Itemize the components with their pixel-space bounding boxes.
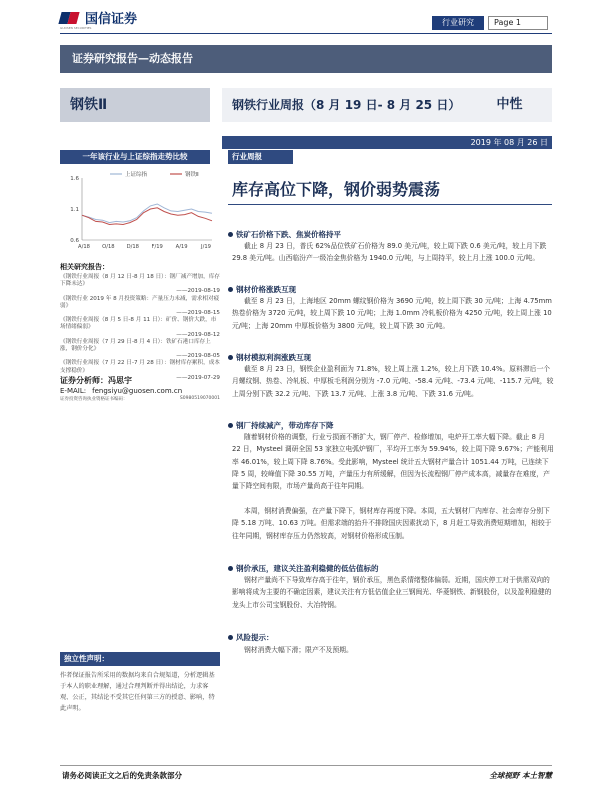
legend-label: 钢铁Ⅱ bbox=[185, 172, 199, 178]
footer-slogan: 全球视野 本土智慧 bbox=[489, 771, 552, 780]
section-heading: 钢厂持续减产，带动库存下降 bbox=[228, 420, 334, 431]
related-reports-list bbox=[60, 274, 220, 382]
section-body: 随着钢材价格的调整，行业亏损面不断扩大，钢厂停产、检修增加，电炉开工率大幅下降。截止 8 月 22 日，Mysteel 调研全国 53 家独立电弧炉钢厂，平均开工率为 59.94%，较上周下降 9.67%；产能利用率 46.01%，较上周下降 8.76%。受此影响，Mysteel 统计五大钢材产量合计 1051.44 万吨，已连续下降 5 周，较峰值下降 30.55 万吨，产量压力有所缓解，但因为长流程钢厂停产成本高，减量存在难度，产量下降空间有限，市场产量尚高于往年同期。 bbox=[232, 433, 554, 491]
related-report-title: 《钢铁行业 2019 年 8 月投资策略：产量压力未减，需求相对疲弱》 bbox=[60, 295, 220, 309]
bullet-icon bbox=[228, 566, 233, 571]
section-body: 本周，钢材消费偏强，在产量下降下，钢材库存再度下降。本周，五大钢材厂内库存、社会库存分别下降 5.18 万吨、10.63 万吨。但需求端的抬升不排除国庆因素扰动下，8 月赶工导致消费短期增加，相较于往年同期，钢材库存压力仍然较高，对钢材价格形成压制。 bbox=[232, 507, 552, 540]
cert-number: S0980519070001 bbox=[179, 396, 220, 401]
report-type-tag: 行业研究 bbox=[432, 16, 484, 30]
y-tick-label: 0.6 bbox=[70, 238, 79, 244]
related-report-item[interactable] bbox=[60, 317, 220, 339]
x-tick-label: O/18 bbox=[102, 244, 115, 250]
logo-icon bbox=[60, 10, 80, 26]
header-divider bbox=[60, 33, 552, 34]
chart-heading: 一年该行业与上证综指走势比较 bbox=[60, 150, 210, 164]
section-heading: 铁矿石价格下跌、焦炭价格持平 bbox=[228, 229, 341, 240]
analyst-name: 证券分析师：冯思宇 bbox=[60, 376, 132, 385]
page-number: Page 1 bbox=[488, 16, 548, 30]
section-body: 截止 8 月 23 日，普氏 62%品位铁矿石价格为 89.0 美元/吨，较上周下跌 0.6 美元/吨，较上月下跌 29.8 美元/吨。山西临汾产一级冶金焦价格为 1940.0 元/吨，与上周持平，较上月上涨 100.0 元/吨。 bbox=[232, 242, 547, 263]
related-report-item[interactable] bbox=[60, 274, 220, 296]
analyst-email-row bbox=[60, 387, 182, 395]
bullet-icon bbox=[228, 423, 233, 428]
section-body: 截至 8 月 23 日，上海地区 20mm 螺纹钢价格为 3690 元/吨，较上周下跌 30 元/吨；上海 4.75mm 热卷价格为 3720 元/吨，较上周下跌 10 元/吨；上海 1.0mm 冷轧板价格为 4250 元/吨，较上周上涨 10 元/吨；上海 20mm 中厚板价格为 3800 元/吨，较上周下跌 30 元/吨。 bbox=[232, 297, 552, 330]
company-logo bbox=[60, 8, 137, 27]
trend-chart bbox=[60, 166, 220, 256]
related-report-title: 《钢铁行业周报（7 月 22 日-7 月 28 日）：钢材库存累积，成本支撑稳价》 bbox=[60, 360, 220, 374]
footer-disclaimer: 请务必阅读正文之后的免责条款部分 bbox=[62, 771, 182, 780]
trend-chart-svg bbox=[60, 166, 220, 256]
main-title: 库存高位下降，钢价弱势震荡 bbox=[232, 180, 441, 199]
analyst-cert-row bbox=[60, 396, 220, 402]
x-tick-label: A/18 bbox=[78, 244, 90, 250]
section-heading: 风险提示： bbox=[228, 632, 274, 643]
related-reports-title: 相关研究报告： bbox=[60, 263, 109, 271]
related-report-date: ——2019-08-05 bbox=[176, 353, 220, 360]
related-report-date: ——2019-07-29 bbox=[176, 374, 220, 381]
section-body: 钢材产量尚不下导致库存高于往年，钢价承压，黑色系情绪整体偏弱。近期，国庆停工对于供需双向的影响将成为主要的不确定因素，建议关注有方低估值企业三钢闽光、华菱钢铁、新钢股份，以及盈利稳健的龙头上市公司宝钢股份、大冶特钢。 bbox=[232, 576, 552, 609]
report-date: 2019 年 08 月 26 日 bbox=[222, 136, 552, 149]
section-body: 钢材消费大幅下滑；限产不及预期。 bbox=[244, 646, 353, 654]
related-report-item[interactable] bbox=[60, 296, 220, 318]
related-report-date: ——2019-08-19 bbox=[176, 288, 220, 295]
logo-text: 国信证券 bbox=[85, 12, 138, 27]
disclaimer-text: 作者保证报告所采用的数据均来自合规渠道，分析逻辑基于本人的职业理解，通过合理判断并得出结论，力求客观、公正，其结论不受其它任何第三方的授意、影响，特此声明。 bbox=[60, 672, 215, 712]
section-body: 截至 8 月 23 日，钢铁企业盈利面为 71.8%，较上周上涨 1.2%，较上月下跌 10.4%。原料滞后一个月螺纹钢、热卷、冷轧板、中厚板毛利润分别为 -7.0 元/吨、-58.4 元/吨、-73.4 元/吨、-115.7 元/吨，较上周分别下跌 32.2 元/吨、下跌 13.7 元/吨、上涨 3.8 元/吨、下跌 31.6 元/吨。 bbox=[232, 365, 554, 398]
section-heading: 钢材模拟利润涨跌互现 bbox=[228, 352, 311, 363]
x-tick-label: J/19 bbox=[201, 244, 211, 250]
section-tag: 行业周报 bbox=[228, 150, 293, 164]
x-tick-label: A/19 bbox=[175, 244, 188, 250]
bullet-icon bbox=[228, 635, 233, 640]
y-tick-label: 1.1 bbox=[70, 207, 79, 213]
cert-label: 证券投资咨询执业资格证书编码： bbox=[60, 397, 128, 402]
industry-name: 钢铁Ⅱ bbox=[60, 88, 210, 122]
rating: 中性 bbox=[467, 88, 552, 122]
related-report-date: ——2019-08-15 bbox=[176, 310, 220, 317]
related-report-item[interactable] bbox=[60, 339, 220, 361]
bullet-icon bbox=[228, 232, 233, 237]
main-title-divider bbox=[228, 204, 552, 205]
disclaimer-heading: 独立性声明： bbox=[60, 652, 220, 666]
section-heading: 钢价承压，建议关注盈利稳健的低估值标的 bbox=[228, 563, 379, 574]
x-tick-label: D/18 bbox=[126, 244, 139, 250]
logo-subtitle: GUOSEN SECURITIES bbox=[60, 26, 92, 30]
y-tick-label: 1.6 bbox=[70, 176, 79, 182]
bullet-icon bbox=[228, 355, 233, 360]
email-address[interactable]: fengsiyu@guosen.com.cn bbox=[92, 387, 183, 395]
x-tick-label: F/19 bbox=[151, 244, 163, 250]
section-heading: 钢材价格涨跌互现 bbox=[228, 284, 296, 295]
series-line bbox=[82, 208, 212, 225]
related-report-title: 《钢铁行业周报（8 月 12 日-8 月 18 日）：钢厂减产增加，库存下降未达》 bbox=[60, 274, 220, 288]
related-report-title: 《钢铁行业周报（7 月 29 日-8 月 4 日）：铁矿石港口库存上涨，钢价分化》 bbox=[60, 338, 211, 353]
report-band-title: 证券研究报告—动态报告 bbox=[60, 45, 552, 73]
weekly-title: 钢铁行业周报（8 月 19 日- 8 月 25 日） bbox=[222, 88, 467, 122]
related-report-title: 《钢铁行业周报（8 月 5 日-8 月 11 日）：矿价、钢价大跌，市场情绪偏弱》 bbox=[60, 317, 217, 331]
bullet-icon bbox=[228, 287, 233, 292]
footer-divider bbox=[60, 765, 552, 766]
legend-label: 上证综指 bbox=[125, 172, 148, 178]
related-report-date: ——2019-08-12 bbox=[176, 331, 220, 338]
email-label: E-MAIL: bbox=[60, 387, 87, 395]
